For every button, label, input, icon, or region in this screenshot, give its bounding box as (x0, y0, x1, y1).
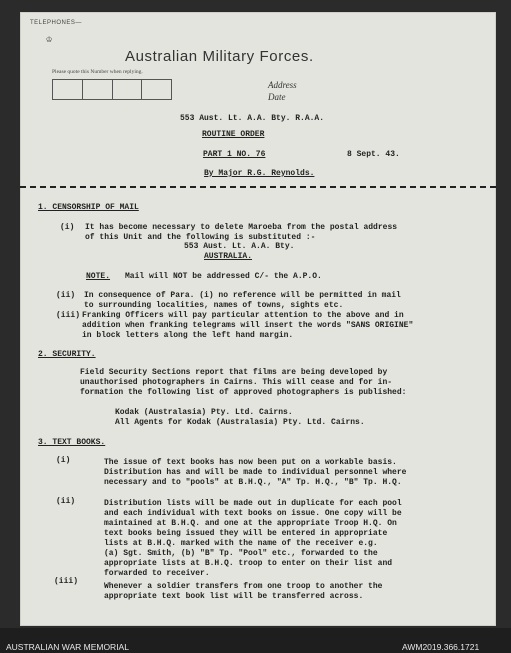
text-line: necessary and to "pools" at B.H.Q., "A" Tp. H.Q., "B" Tp. H.Q. (104, 478, 402, 487)
unit-name: 553 Aust. Lt. A.A. Bty. R.A.A. (180, 114, 325, 123)
text-line: to surrounding localities, names of towns, sights etc. (84, 301, 344, 310)
text-line: maintained at B.H.Q. and one at the appropriate Troop H.Q. On (104, 519, 397, 528)
text-line: formation the following list of approved photographers is published: (80, 388, 407, 397)
text-line: forwarded to receiver. (104, 569, 210, 578)
text-line: addition when franking telegrams will insert the words "SANS ORIGINE" (82, 321, 414, 330)
section-2-title: 2. SECURITY. (38, 350, 96, 359)
section-1-title: 1. CENSORSHIP OF MAIL (38, 203, 139, 212)
text-line: and each individual with text books on issue. One copy will be (104, 509, 402, 518)
text-line: Whenever a soldier transfers from one troop to another the (104, 582, 383, 591)
order-date: 8 Sept. 43. (347, 150, 400, 159)
text-line: Field Security Sections report that films are being developed by (80, 368, 388, 377)
letterhead-title: Australian Military Forces. (125, 48, 314, 65)
section-3-title: 3. TEXT BOOKS. (38, 438, 106, 447)
footer-accession-id: AWM2019.366.1721 (402, 642, 480, 652)
note-text: Mail will NOT be addressed C/- the A.P.O. (125, 272, 322, 281)
document-title: ROUTINE ORDER (202, 130, 265, 139)
text-line: (a) Sgt. Smith, (b) "B" Tp. "Pool" etc., forwarded to the (104, 549, 378, 558)
quote-number-note: Please quote this Number when replying. (52, 69, 143, 75)
text-line: It has become necessary to delete Maroeba from the postal address (85, 223, 398, 232)
date-label: Date (268, 92, 286, 102)
text-line: in block letters along the left hand margin. (82, 331, 294, 340)
item-number: (i) (56, 456, 71, 465)
text-line: Franking Officers will pay particular attention to the above and in (82, 311, 404, 320)
text-line: appropriate lists at B.H.Q. troop to enter on their list and (104, 559, 393, 568)
text-line: Distribution has and will be made to individual personnel where (104, 468, 407, 477)
telephones-label: TELEPHONES— (30, 20, 82, 26)
text-line: lists at B.H.Q. marked with the name of the receiver e.g. (104, 539, 378, 548)
note-label: NOTE. (86, 272, 111, 281)
order-author: By Major R.G. Reynolds. (204, 169, 315, 178)
footer-source: AUSTRALIAN WAR MEMORIAL (6, 642, 129, 652)
text-line: The issue of text books has now been put on a workable basis. (104, 458, 397, 467)
item-number: (i) (60, 223, 75, 232)
dashed-divider (20, 186, 496, 188)
text-line: AUSTRALIA. (204, 252, 253, 261)
item-number: (iii) (54, 577, 79, 586)
text-line: Kodak (Australasia) Pty. Ltd. Cairns. (115, 408, 293, 417)
text-line: text books being issued they will be entered in appropriate (104, 529, 388, 538)
crest-icon: ♔ (46, 35, 53, 46)
text-line: of this Unit and the following is substituted :- (85, 233, 316, 242)
item-number: (ii) (56, 291, 76, 300)
text-line: Distribution lists will be made out in duplicate for each pool (104, 499, 402, 508)
text-line: All Agents for Kodak (Australasia) Pty. Ltd. Cairns. (115, 418, 365, 427)
address-label: Address (268, 80, 297, 90)
item-number: (ii) (56, 497, 76, 506)
reference-number-box (52, 79, 172, 100)
text-line: appropriate text book list will be transferred across. (104, 592, 364, 601)
item-number: (iii) (56, 311, 81, 320)
text-line: 553 Aust. Lt. A.A. Bty. (184, 242, 295, 251)
text-line: In consequence of Para. (i) no reference will be permitted in mail (84, 291, 401, 300)
text-line: unauthorised photographers in Cairns. This will cease and for in- (80, 378, 393, 387)
order-part-number: PART 1 NO. 76 (203, 150, 266, 159)
